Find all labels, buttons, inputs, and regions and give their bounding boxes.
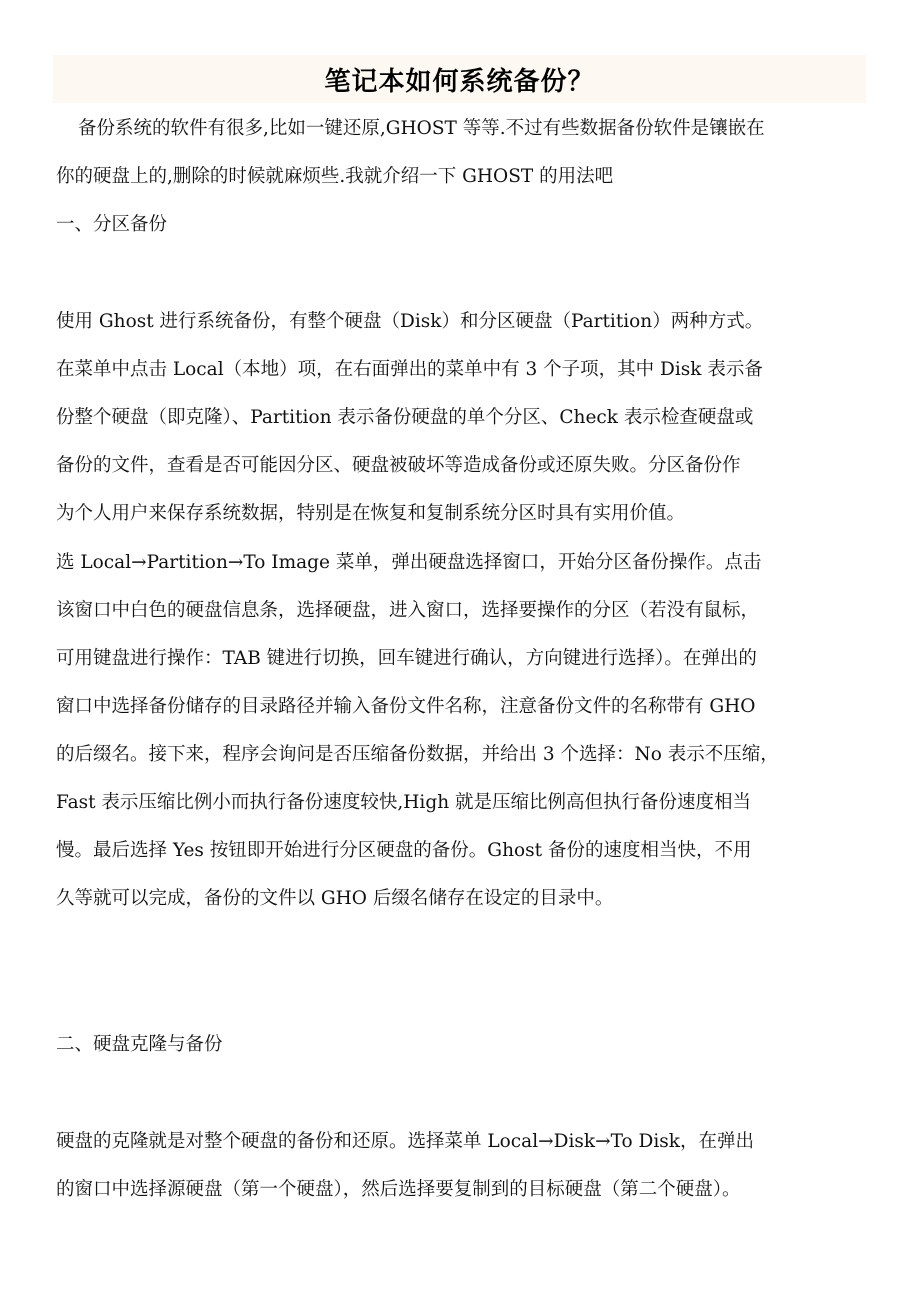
paragraph-line: 硬盘的克隆就是对整个硬盘的备份和还原。选择菜单 Local→Disk→To Disk，在弹出 bbox=[56, 1131, 754, 1152]
paragraph-line: 该窗口中白色的硬盘信息条，选择硬盘，进入窗口，选择要操作的分区（若没有鼠标， bbox=[56, 600, 760, 621]
title-band bbox=[53, 55, 866, 103]
paragraph-line: Fast 表示压缩比例小而执行备份速度较快,High 就是压缩比例高但执行备份速度相当 bbox=[56, 792, 751, 813]
intro-line: 备份系统的软件有很多,比如一键还原,GHOST 等等.不过有些数据备份软件是镶嵌在 bbox=[78, 118, 765, 139]
paragraph-line: 使用 Ghost 进行系统备份，有整个硬盘（Disk）和分区硬盘（Partition）两种方式。 bbox=[56, 311, 764, 332]
document-title: 笔记本如何系统备份？ bbox=[324, 66, 595, 97]
paragraph-line: 的后缀名。接下来，程序会询问是否压缩备份数据，并给出 3 个选择：No 表示不压缩， bbox=[56, 744, 779, 765]
section-heading-disk-clone: 二、硬盘克隆与备份 bbox=[56, 1034, 223, 1055]
intro-line: 你的硬盘上的,删除的时候就麻烦些.我就介绍一下 GHOST 的用法吧 bbox=[56, 166, 614, 187]
paragraph-line: 的窗口中选择源硬盘（第一个硬盘），然后选择要复制到的目标硬盘（第二个硬盘）。 bbox=[56, 1179, 741, 1200]
paragraph-line: 选 Local→Partition→To Image 菜单，弹出硬盘选择窗口，开始分区备份操作。点击 bbox=[56, 552, 762, 573]
paragraph-line: 在菜单中点击 Local（本地）项，在右面弹出的菜单中有 3 个子项，其中 Disk 表示备 bbox=[56, 359, 763, 380]
paragraph-line: 可用键盘进行操作：TAB 键进行切换，回车键进行确认，方向键进行选择）。在弹出的 bbox=[56, 648, 757, 669]
paragraph-line: 久等就可以完成，备份的文件以 GHO 后缀名储存在设定的目录中。 bbox=[56, 888, 614, 909]
paragraph-line: 慢。最后选择 Yes 按钮即开始进行分区硬盘的备份。Ghost 备份的速度相当快，不用 bbox=[56, 840, 752, 861]
paragraph-line: 份整个硬盘（即克隆）、Partition 表示备份硬盘的单个分区、Check 表示检查硬盘或 bbox=[56, 407, 754, 428]
paragraph-line: 窗口中选择备份储存的目录路径并输入备份文件名称，注意备份文件的名称带有 GHO bbox=[56, 696, 756, 717]
section-heading-partition-backup: 一、分区备份 bbox=[56, 214, 168, 235]
paragraph-line: 备份的文件，查看是否可能因分区、硬盘被破坏等造成备份或还原失败。分区备份作 bbox=[56, 455, 741, 476]
paragraph-line: 为个人用户来保存系统数据，特别是在恢复和复制系统分区时具有实用价值。 bbox=[56, 503, 686, 524]
